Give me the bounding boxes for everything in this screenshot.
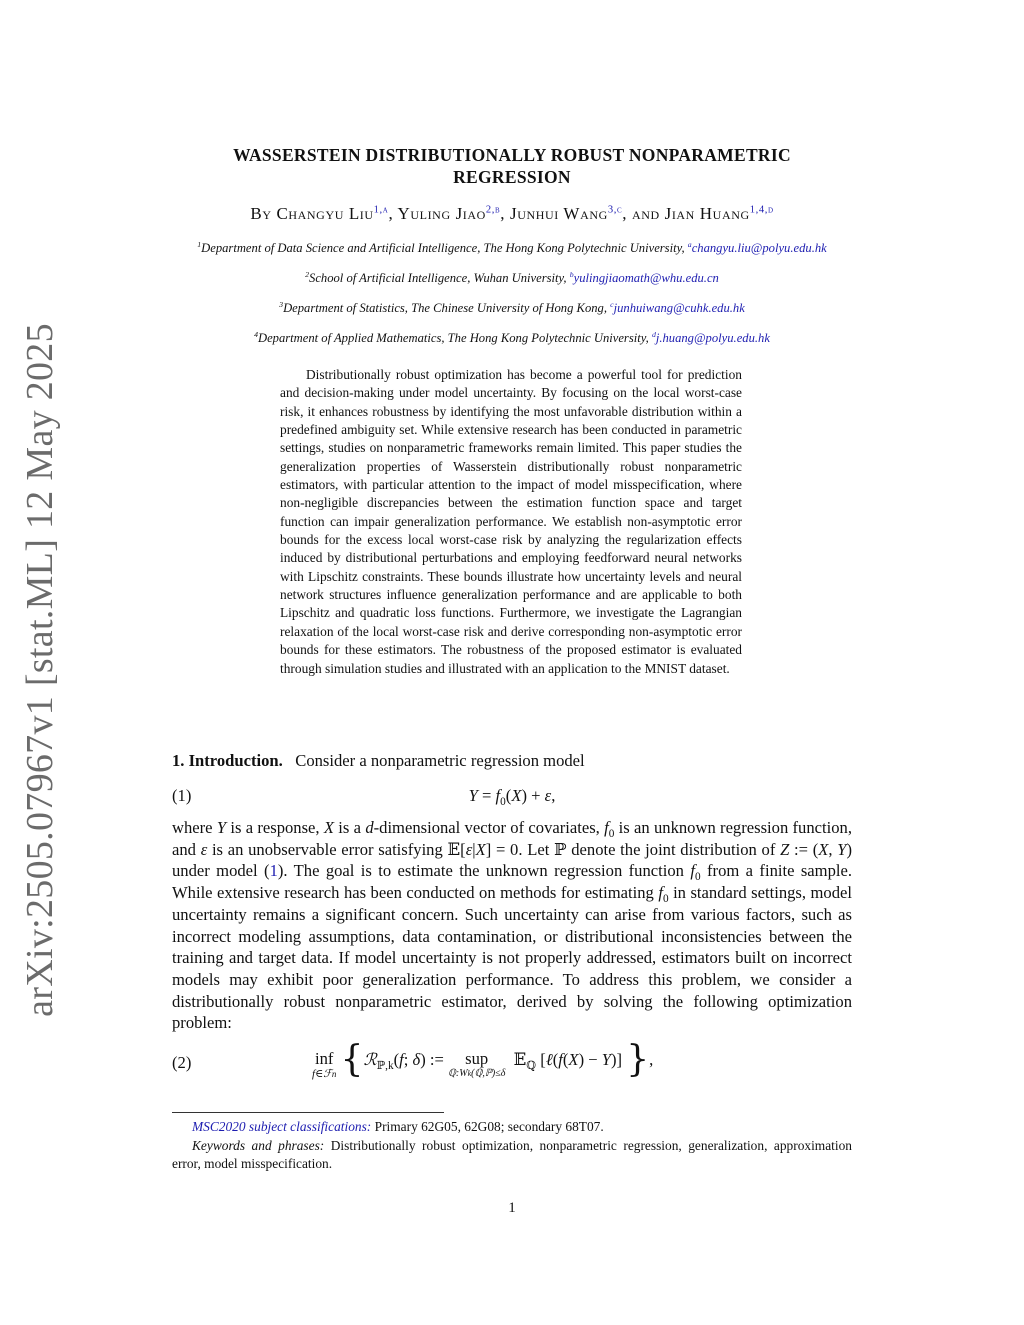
text-run: is a response, bbox=[226, 818, 324, 837]
paper-title bbox=[172, 144, 852, 188]
equation-2 bbox=[172, 1039, 852, 1092]
affiliation-2 bbox=[130, 270, 894, 286]
equation-2-body: inf f∈ℱn {ℛ$_{ℙ,k}$(f; δ) := sup ℚ:Wk(ℚ,ℙ)≤δ 𝔼$_ℚ$ [ℓ(f(X) − Y)] }, bbox=[312, 1039, 654, 1080]
keywords-text: Distributionally robust optimization, nonparametric regression, generalization, approximation error, model misspecification. bbox=[172, 1138, 853, 1171]
sup-operator: sup ℚ:Wk(ℚ,ℙ)≤δ bbox=[448, 1049, 506, 1079]
msc-link[interactable]: MSC2020 subject classifications: bbox=[192, 1119, 372, 1134]
affiliation-text: Department of Data Science and Artificial Intelligence, The Hong Kong Polytechnic University, bbox=[201, 241, 688, 255]
inf-text: inf bbox=[314, 1049, 334, 1068]
sup-text: sup bbox=[465, 1049, 489, 1068]
arxiv-stamp-text: arXiv:2505.07967v1 [stat.ML] 12 May 2025 bbox=[19, 323, 61, 1017]
author-name: Changyu Liu bbox=[276, 204, 374, 223]
text-run: denote the joint distribution of bbox=[566, 839, 781, 859]
page-number: 1 bbox=[508, 1200, 516, 1216]
abstract: Distributionally robust optimization has become a powerful tool for prediction and decision-making under model uncertainty. By focusing on the local worst-case risk, it enhances robustness by identifying the most unfavorable distribution within a predefined ambiguity set. While extensive research has been conducted in parametric settings, studies on nonparametric frameworks remain limited. This paper studies the generalization properties of Wasserstein distributionally robust nonparametric estimators, with particular attention to the impact of model misspecification, where non-negligible discrepancies between the estimation function space and target function can impair generalization performance. We establish non-asymptotic error bounds for the excess local worst-case risk by analyzing the regularization effects induced by distributional perturbations and employing feedforward neural networks with Lipschitz constraints. These bounds illustrate how uncertainty levels and neural network structures influence generalization performance and are applicable to both Lipschitz and quadratic loss functions. Furthermore, we investigate the Lagrangian relaxation of the local worst-case risk and derive corresponding non-asymptotic error bounds for these estimators. The robustness of the proposed estimator is evaluated through simulation studies and illustrated with an application to the MNIST dataset. bbox=[280, 367, 742, 676]
affiliation-text: Department of Statistics, The Chinese University of Hong Kong, bbox=[283, 301, 611, 315]
equation-ref-link[interactable]: 1 bbox=[269, 861, 278, 881]
intro-paragraph: where Y is a response, X is a d-dimensional vector of covariates, $f_0$ is an unknown regression function, and ε is an unobservable error satisfying 𝔼[ε|X] = 0. Let ℙ denote the joint distribution of Z := (X, Y) under model (1). The goal is to estimate the unknown regression function $f_0$ from a finite sample. While extensive research has been conducted on methods for estimating $f_0$ in standard settings, model uncertainty remains a significant concern. Such uncertainty can arise from various factors, such as incorrect modeling assumptions, data contamination, or distributional inconsistencies between the training and target data. If model uncertainty is not properly addressed, estimators built on incorrect models may exhibit poor generalization performance. To address this problem, we consider a distributionally robust nonparametric estimator, derived by solving the following optimization problem: bbox=[172, 818, 853, 1033]
text-run: where bbox=[172, 818, 217, 837]
affiliation-text: School of Artificial Intelligence, Wuhan University, bbox=[309, 271, 570, 285]
author-marks[interactable]: 3,c bbox=[607, 204, 623, 216]
msc-text: Primary 62G05, 62G08; secondary 68T07. bbox=[371, 1119, 604, 1134]
email-marker: d bbox=[651, 329, 656, 339]
author-sep: , bbox=[388, 204, 398, 223]
footnote-msc bbox=[172, 1118, 852, 1136]
text-run: is an unobservable error satisfying bbox=[207, 839, 448, 859]
equation-1-label: (1) bbox=[172, 786, 192, 805]
affiliation-number: 2 bbox=[305, 269, 310, 279]
affiliation-3 bbox=[130, 300, 894, 316]
author-sep: , and bbox=[622, 204, 665, 223]
text-run: ). The goal is to estimate the unknown regression function bbox=[277, 861, 691, 881]
author-sep: , bbox=[500, 204, 510, 223]
arxiv-stamp bbox=[10, 323, 70, 1017]
text-run: in standard settings, model uncertainty remains a significant concern. Such uncertainty can arise from various factors, such as incorrect modeling assumptions, data contamination, or distributional inconsistencies between the training and target data. If model uncertainty is not properly addressed, estimators built on incorrect models may exhibit poor generalization performance. To address this problem, we consider a distributionally robust nonparametric estimator, derived by solving the following optimization problem: bbox=[172, 883, 852, 1033]
affiliation-number: 4 bbox=[254, 329, 258, 339]
email-marker: a bbox=[687, 239, 692, 249]
keywords-label: Keywords and phrases: bbox=[192, 1138, 325, 1153]
affiliation-number: 3 bbox=[279, 299, 284, 309]
title-line-1: WASSERSTEIN DISTRIBUTIONALLY ROBUST NONPARAMETRIC bbox=[233, 145, 791, 165]
author-name: Jian Huang bbox=[664, 204, 750, 223]
email-link[interactable]: j.huang@polyu.edu.hk bbox=[655, 331, 770, 345]
section-heading: 1. Introduction. bbox=[172, 751, 283, 770]
author-name: Yuling Jiao bbox=[397, 204, 486, 223]
footnote-keywords bbox=[172, 1137, 852, 1173]
text-run: -dimensional vector of covariates, bbox=[373, 818, 605, 837]
inf-operator: inf f∈ℱn bbox=[312, 1049, 337, 1080]
email-link[interactable]: junhuiwang@cuhk.edu.hk bbox=[613, 301, 745, 315]
text-run: under model ( bbox=[172, 861, 270, 881]
author-list bbox=[172, 204, 852, 224]
author-marks[interactable]: 1,a bbox=[373, 204, 389, 216]
author-marks[interactable]: 2,b bbox=[485, 204, 501, 216]
affiliation-number: 1 bbox=[197, 239, 202, 249]
text-run: is an unknown regression function, and bbox=[172, 818, 852, 859]
section-lead: Consider a nonparametric regression model bbox=[295, 751, 585, 770]
affiliation-text: Department of Applied Mathematics, The Hong Kong Polytechnic University, bbox=[257, 331, 652, 345]
text-run: . Let bbox=[518, 839, 555, 859]
author-prefix: By bbox=[250, 204, 277, 223]
text-run: from a finite sample. While extensive research has been conducted on methods for estimating bbox=[172, 861, 852, 903]
affiliation-1 bbox=[130, 240, 894, 256]
equation-1-body: $Y = f_0(X) + \varepsilon$, bbox=[468, 786, 556, 808]
author-marks[interactable]: 1,4,d bbox=[749, 204, 774, 216]
email-link[interactable]: changyu.liu@polyu.edu.hk bbox=[691, 241, 827, 255]
affiliation-4 bbox=[130, 330, 894, 346]
text-run: is a bbox=[334, 818, 366, 837]
section-intro bbox=[172, 750, 852, 772]
email-link[interactable]: yulingjiaomath@whu.edu.cn bbox=[573, 271, 719, 285]
equation-2-label: (2) bbox=[172, 1053, 192, 1072]
author-name: Junhui Wang bbox=[510, 204, 608, 223]
title-line-2: REGRESSION bbox=[453, 167, 571, 187]
equation-1 bbox=[172, 786, 852, 808]
footnote-rule bbox=[172, 1112, 444, 1113]
email-marker: c bbox=[610, 299, 614, 309]
email-marker: b bbox=[569, 269, 574, 279]
